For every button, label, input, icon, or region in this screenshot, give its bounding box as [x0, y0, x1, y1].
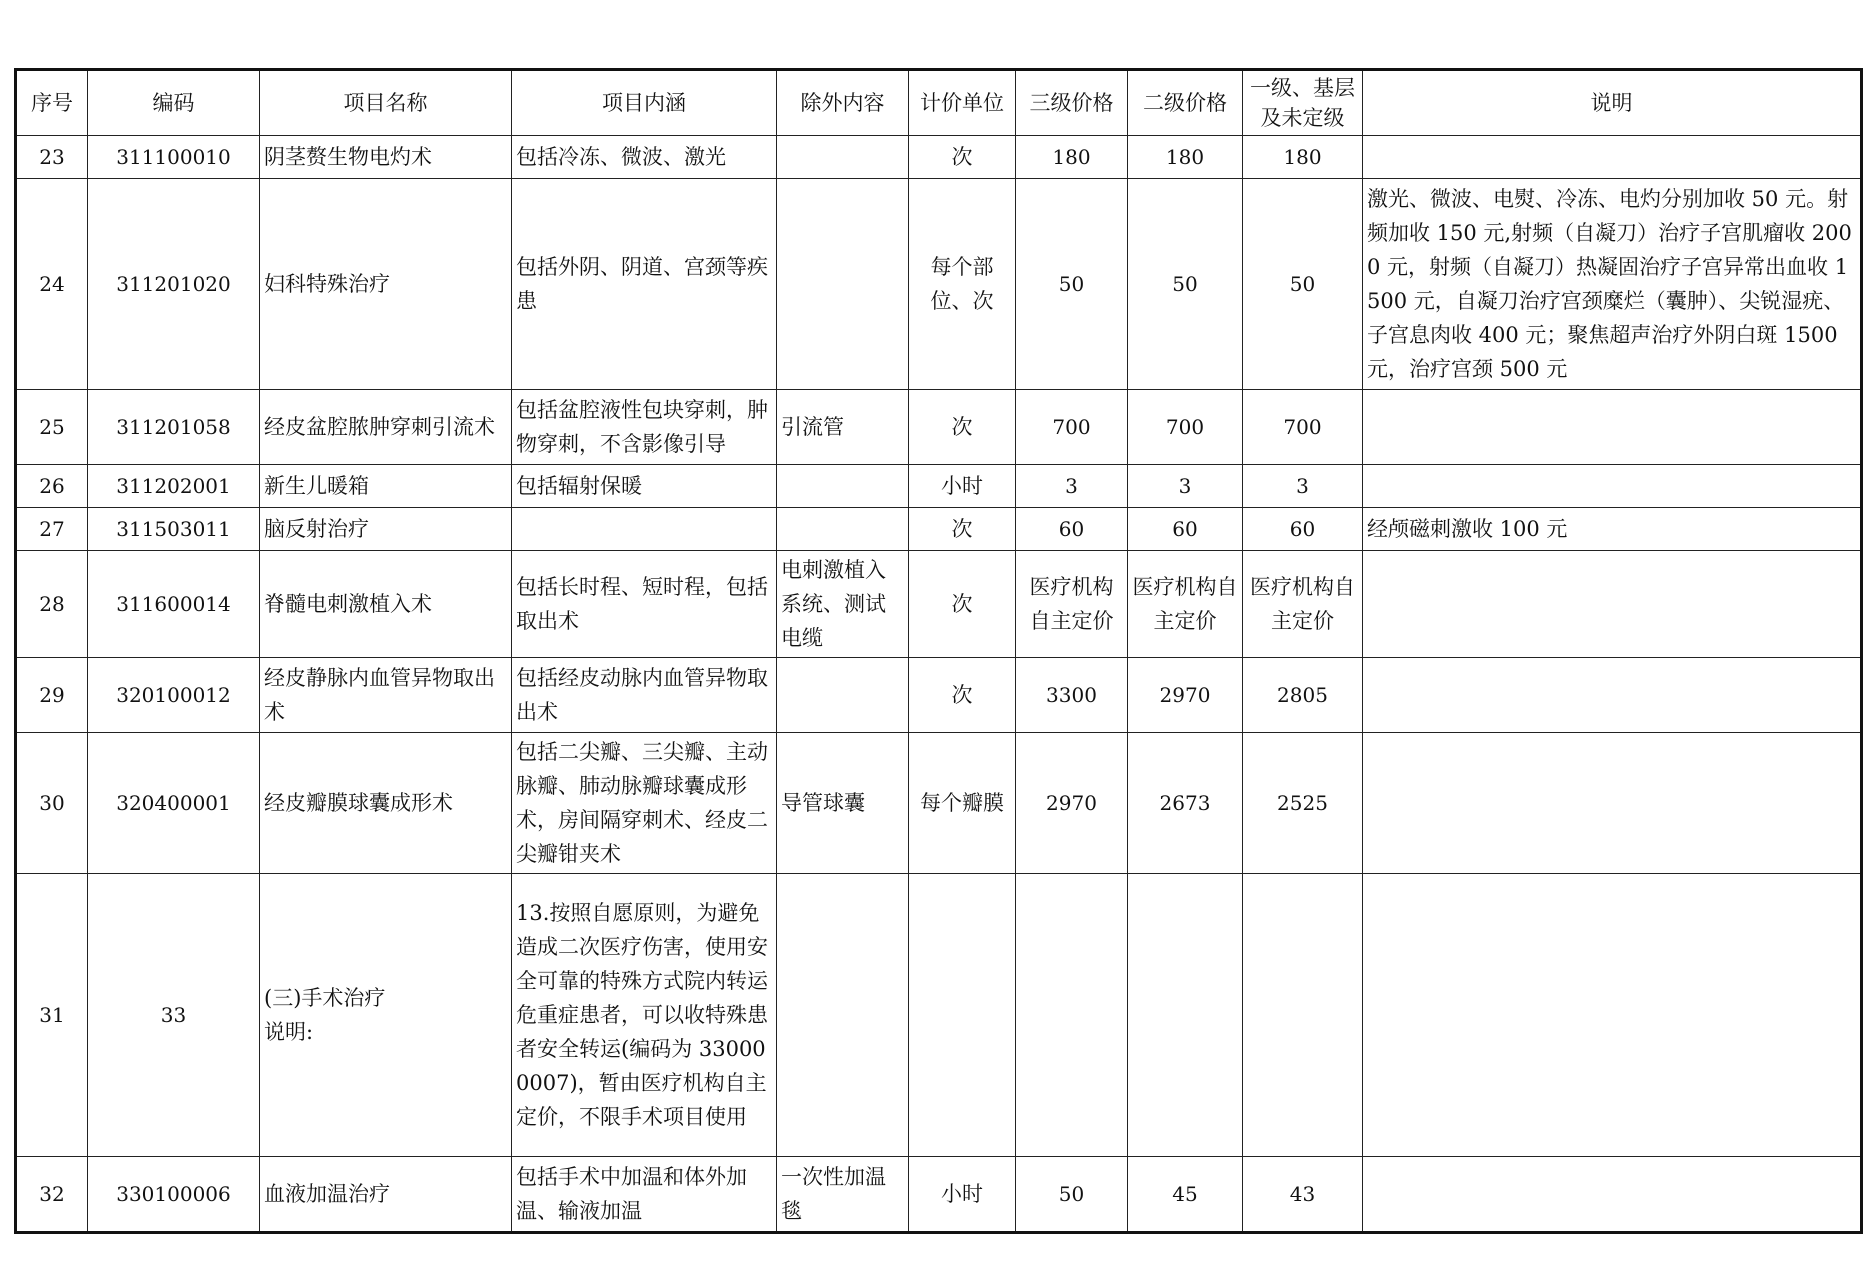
- cell-price-3: 3300: [1016, 658, 1128, 733]
- cell-price-3: 180: [1016, 136, 1128, 179]
- cell-unit: 小时: [909, 1157, 1016, 1233]
- cell-price-2: 50: [1128, 179, 1243, 390]
- cell-name: 经皮瓣膜球囊成形术: [260, 733, 512, 874]
- table-row: [16, 1157, 1862, 1233]
- cell-unit: 次: [909, 136, 1016, 179]
- header-name: 项目名称: [260, 70, 512, 136]
- cell-code: 320100012: [88, 658, 260, 733]
- cell-unit: 次: [909, 551, 1016, 658]
- cell-name: (三)手术治疗 说明:: [260, 874, 512, 1157]
- cell-no: 24: [16, 179, 88, 390]
- cell-code: 320400001: [88, 733, 260, 874]
- table-row: [16, 733, 1862, 874]
- cell-name: 阴茎赘生物电灼术: [260, 136, 512, 179]
- cell-exclude: [777, 658, 909, 733]
- cell-unit: 次: [909, 508, 1016, 551]
- cell-price-1: 180: [1243, 136, 1363, 179]
- cell-price-3: 医疗机构自主定价: [1016, 551, 1128, 658]
- cell-price-3: 2970: [1016, 733, 1128, 874]
- cell-unit: 每个部位、次: [909, 179, 1016, 390]
- cell-price-1: 2525: [1243, 733, 1363, 874]
- cell-price-2: 180: [1128, 136, 1243, 179]
- cell-price-1: 50: [1243, 179, 1363, 390]
- header-note: 说明: [1363, 70, 1862, 136]
- cell-note: [1363, 390, 1862, 465]
- table-row: [16, 136, 1862, 179]
- cell-exclude: [777, 465, 909, 508]
- cell-note: [1363, 465, 1862, 508]
- cell-code: 311100010: [88, 136, 260, 179]
- header-no: 序号: [16, 70, 88, 136]
- cell-price-3: 50: [1016, 179, 1128, 390]
- cell-name: 血液加温治疗: [260, 1157, 512, 1233]
- cell-price-3: 50: [1016, 1157, 1128, 1233]
- header-row: [16, 70, 1862, 136]
- cell-note: 经颅磁刺激收 100 元: [1363, 508, 1862, 551]
- price-table: [14, 68, 1863, 1234]
- cell-content: 包括手术中加温和体外加温、输液加温: [512, 1157, 777, 1233]
- cell-price-2: 医疗机构自主定价: [1128, 551, 1243, 658]
- cell-no: 27: [16, 508, 88, 551]
- cell-code: 311600014: [88, 551, 260, 658]
- cell-price-2: 700: [1128, 390, 1243, 465]
- cell-exclude: [777, 874, 909, 1157]
- cell-note: [1363, 874, 1862, 1157]
- cell-content: 包括冷冻、微波、激光: [512, 136, 777, 179]
- cell-exclude: [777, 508, 909, 551]
- cell-content: 包括长时程、短时程，包括取出术: [512, 551, 777, 658]
- cell-unit: 每个瓣膜: [909, 733, 1016, 874]
- cell-no: 31: [16, 874, 88, 1157]
- cell-unit: 次: [909, 658, 1016, 733]
- table-row: [16, 874, 1862, 1157]
- cell-content: [512, 508, 777, 551]
- cell-name: 脑反射治疗: [260, 508, 512, 551]
- cell-price-1: 43: [1243, 1157, 1363, 1233]
- cell-price-1: [1243, 874, 1363, 1157]
- cell-no: 29: [16, 658, 88, 733]
- cell-code: 311503011: [88, 508, 260, 551]
- cell-name: 妇科特殊治疗: [260, 179, 512, 390]
- cell-price-2: [1128, 874, 1243, 1157]
- table-row: [16, 465, 1862, 508]
- table-row: [16, 390, 1862, 465]
- cell-price-2: 2673: [1128, 733, 1243, 874]
- cell-price-2: 2970: [1128, 658, 1243, 733]
- cell-content: 包括盆腔液性包块穿刺，肿物穿刺，不含影像引导: [512, 390, 777, 465]
- cell-price-1: 医疗机构自主定价: [1243, 551, 1363, 658]
- cell-note: 激光、微波、电熨、冷冻、电灼分别加收 50 元。射频加收 150 元,射频（自凝刀）治疗子宫肌瘤收 2000 元，射频（自凝刀）热凝固治疗子宫异常出血收 1500 元，自凝刀治疗宫颈糜烂（囊肿）、尖锐湿疣、子宫息肉收 400 元；聚焦超声治疗外阴白斑 1500 元，治疗宫颈 500 元: [1363, 179, 1862, 390]
- cell-price-1: 3: [1243, 465, 1363, 508]
- cell-name: 脊髓电刺激植入术: [260, 551, 512, 658]
- table-row: [16, 508, 1862, 551]
- table-row: [16, 551, 1862, 658]
- header-price-2: 二级价格: [1128, 70, 1243, 136]
- header-content: 项目内涵: [512, 70, 777, 136]
- cell-no: 28: [16, 551, 88, 658]
- cell-note: [1363, 733, 1862, 874]
- cell-price-3: [1016, 874, 1128, 1157]
- cell-content: 包括二尖瓣、三尖瓣、主动脉瓣、肺动脉瓣球囊成形术，房间隔穿刺术、经皮二尖瓣钳夹术: [512, 733, 777, 874]
- cell-no: 25: [16, 390, 88, 465]
- cell-price-2: 45: [1128, 1157, 1243, 1233]
- cell-no: 30: [16, 733, 88, 874]
- cell-name: 新生儿暖箱: [260, 465, 512, 508]
- cell-price-1: 2805: [1243, 658, 1363, 733]
- cell-no: 23: [16, 136, 88, 179]
- cell-exclude: 引流管: [777, 390, 909, 465]
- cell-no: 26: [16, 465, 88, 508]
- cell-content: 包括辐射保暖: [512, 465, 777, 508]
- table-row: [16, 658, 1862, 733]
- cell-note: [1363, 1157, 1862, 1233]
- cell-code: 311202001: [88, 465, 260, 508]
- cell-code: 33: [88, 874, 260, 1157]
- cell-price-2: 3: [1128, 465, 1243, 508]
- header-price-3: 三级价格: [1016, 70, 1128, 136]
- cell-code: 330100006: [88, 1157, 260, 1233]
- cell-price-1: 700: [1243, 390, 1363, 465]
- header-code: 编码: [88, 70, 260, 136]
- cell-no: 32: [16, 1157, 88, 1233]
- cell-price-3: 3: [1016, 465, 1128, 508]
- cell-unit: [909, 874, 1016, 1157]
- cell-exclude: 电刺激植入系统、测试电缆: [777, 551, 909, 658]
- cell-note: [1363, 136, 1862, 179]
- cell-price-1: 60: [1243, 508, 1363, 551]
- cell-exclude: [777, 136, 909, 179]
- cell-price-3: 60: [1016, 508, 1128, 551]
- cell-code: 311201058: [88, 390, 260, 465]
- cell-content: 包括外阴、阴道、宫颈等疾患: [512, 179, 777, 390]
- cell-code: 311201020: [88, 179, 260, 390]
- cell-exclude: 导管球囊: [777, 733, 909, 874]
- cell-name: 经皮盆腔脓肿穿刺引流术: [260, 390, 512, 465]
- cell-price-2: 60: [1128, 508, 1243, 551]
- header-exclude: 除外内容: [777, 70, 909, 136]
- cell-content: 包括经皮动脉内血管异物取出术: [512, 658, 777, 733]
- cell-name: 经皮静脉内血管异物取出术: [260, 658, 512, 733]
- table-row: [16, 179, 1862, 390]
- cell-note: [1363, 658, 1862, 733]
- header-price-1: 一级、基层 及未定级: [1243, 70, 1363, 136]
- header-unit: 计价单位: [909, 70, 1016, 136]
- price-table-sheet: [14, 68, 1860, 1234]
- cell-content: 13.按照自愿原则，为避免造成二次医疗伤害，使用安全可靠的特殊方式院内转运危重症患者，可以收特殊患者安全转运(编码为 330000007)，暂由医疗机构自主定价，不限手术项目使用: [512, 874, 777, 1157]
- cell-note: [1363, 551, 1862, 658]
- cell-exclude: [777, 179, 909, 390]
- cell-price-3: 700: [1016, 390, 1128, 465]
- cell-exclude: 一次性加温毯: [777, 1157, 909, 1233]
- cell-unit: 小时: [909, 465, 1016, 508]
- cell-unit: 次: [909, 390, 1016, 465]
